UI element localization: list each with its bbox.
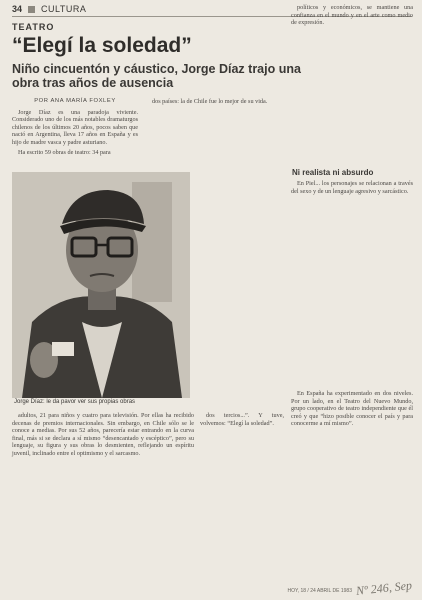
article-column-3-lower — [291, 390, 413, 430]
article-column-3 — [291, 180, 413, 197]
article-column-2 — [146, 98, 282, 108]
subhead: Niño cincuentón y cáustico, Jorge Díaz trajo una obra tras años de ausencia — [12, 62, 301, 90]
section-name: CULTURA — [41, 4, 87, 14]
article-column-2-lower — [200, 412, 284, 429]
photo-caption: Jorge Díaz: le da pavor ver sus propias obras — [14, 399, 136, 405]
kicker: TEATRO — [12, 22, 55, 32]
paragraph: dos países: la de Chile fue lo mejor de su vida. — [152, 98, 268, 105]
paragraph: adultos, 21 para niños y cuatro para televisión. Por ellas ha recibido decenas de premios internacionales. Sin embargo, en Chile sólo se le conoce a medias. Por sus 52 años, parecería estar entrando en la curva final, más si se declara a sí mismo “desencantado y escéptico”, pero su lenguaje, su figura y sus obras lo desmienten, reflejando un espíritu juvenil, inclinado entre el optimismo y el sarcasmo. — [12, 412, 194, 457]
byline: POR ANA MARÍA FOXLEY — [34, 98, 116, 104]
archive-stamp: Nº 246, Sep — [355, 578, 413, 598]
paragraph: Ha escrito 59 obras de teatro: 34 para — [18, 148, 111, 156]
portrait-photo — [12, 172, 190, 398]
page-header — [12, 4, 86, 14]
paragraph: dos tercios...”. Y tuve, volvemos: “Elegí la soledad”. — [200, 412, 284, 427]
paragraph: En España ha experimentado en dos niveles. Por un lado, en el Teatro del Nuevo Mundo, grupo cooperativo de teatro independiente que él creó y que “hizo posible conocer el país y para conocerme a mí mismo”. — [291, 390, 413, 428]
source-line: HOY, 18 / 24 ABRIL DE 1983 — [287, 588, 352, 594]
article-column-1-lower — [12, 412, 194, 460]
page-number: 34 — [12, 4, 23, 14]
headline: “Elegí la soledad” — [12, 34, 192, 57]
paragraph: Jorge Díaz es una paradoja viviente. Considerado uno de los más notables dramaturgos chilenos de los últimos 20 años, pocos saben que nació en Argentina, lleva 17 años en España y es hijo de madre vasca y padre asturiano. — [12, 108, 138, 146]
article-column-3-top — [291, 4, 413, 29]
portrait-illustration — [12, 172, 190, 398]
section-marker-icon — [28, 6, 35, 13]
article-column-1 — [12, 98, 138, 158]
subsection-heading: Ni realista ni absurdo — [292, 168, 374, 177]
paragraph: políticos y económicos, se mantiene una confianza en el mundo y en el arte como medio de expresión. — [291, 4, 413, 27]
paragraph: En Piel... los personajes se relacionan a través del sexo y de un lenguaje agresivo y sarcástico. — [291, 180, 413, 195]
